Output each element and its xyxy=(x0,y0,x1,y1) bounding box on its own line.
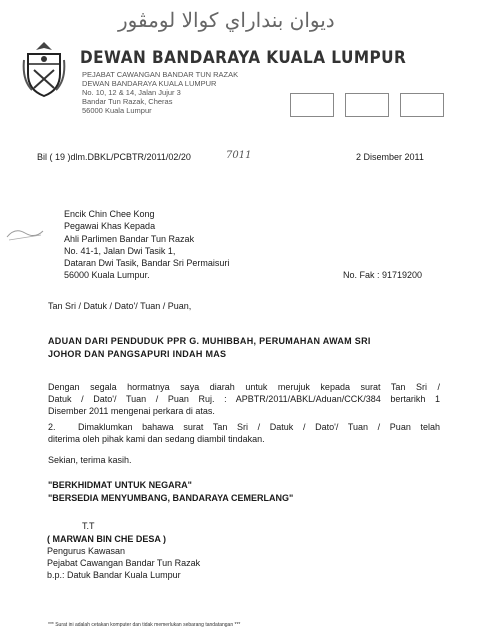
subject-line: JOHOR DAN PANGSAPURI INDAH MAS xyxy=(48,349,227,359)
office-line: Bandar Tun Razak, Cheras xyxy=(82,97,173,106)
paragraph-2-number: 2. xyxy=(48,422,56,432)
city-crest-logo xyxy=(22,40,66,98)
reference-number: Bil ( 19 )dlm.DBKL/PCBTR/2011/02/20 xyxy=(37,152,191,162)
fax-number: No. Fak : 91719200 xyxy=(343,270,423,280)
office-line: 56000 Kuala Lumpur xyxy=(82,106,152,115)
paragraph-1-line: Dengan segala hormatnya saya diarah untuk merujuk kepada surat Tan Sri / xyxy=(48,382,440,392)
subject-line: ADUAN DARI PENDUDUK PPR G. MUHIBBAH, PERUMAHAN AWAM SRI xyxy=(48,336,371,346)
recipient-line: Dataran Dwi Tasik, Bandar Sri Permaisuri xyxy=(64,258,230,268)
recipient-line: Encik Chin Chee Kong xyxy=(64,209,155,219)
office-line: No. 10, 12 & 14, Jalan Jujur 3 xyxy=(82,88,181,97)
recipient-line: Ahli Parlimen Bandar Tun Razak xyxy=(64,234,195,244)
certification-logo xyxy=(290,93,334,117)
org-name-jawi: ديوان بنداراي كوالا لومڤور xyxy=(118,8,335,32)
motto: "BERSEDIA MENYUMBANG, BANDARAYA CEMERLANG" xyxy=(48,493,294,503)
certification-logo xyxy=(400,93,444,117)
salutation: Tan Sri / Datuk / Dato'/ Tuan / Puan, xyxy=(48,301,192,311)
footnote: *** Surat ini adalah cetakan komputer dan tidak memerlukan sebarang tandatangan *** xyxy=(48,622,241,628)
paragraph-2-line: diterima oleh pihak kami dan sedang diambil tindakan. xyxy=(48,434,265,444)
certification-logo xyxy=(345,93,389,117)
signatory-title: b.p.: Datuk Bandar Kuala Lumpur xyxy=(47,570,181,580)
paragraph-1-line: Datuk / Dato'/ Tuan / Puan Ruj. : APBTR/2011/ABKL/Aduan/CCK/384 bertarikh 1 xyxy=(48,394,440,404)
office-line: PEJABAT CAWANGAN BANDAR TUN RAZAK xyxy=(82,70,239,79)
paragraph-2-line: Dimaklumkan bahawa surat Tan Sri / Datuk / Dato'/ Tuan / Puan telah xyxy=(78,422,440,432)
recipient-line: No. 41-1, Jalan Dwi Tasik 1, xyxy=(64,246,176,256)
signatory-title: Pengurus Kawasan xyxy=(47,546,126,556)
motto: "BERKHIDMAT UNTUK NEGARA" xyxy=(48,480,192,490)
paragraph-1-line: Disember 2011 mengenai perkara di atas. xyxy=(48,406,215,416)
org-name: DEWAN BANDARAYA KUALA LUMPUR xyxy=(80,48,407,68)
recipient-line: Pegawai Khas Kepada xyxy=(64,221,156,231)
office-line: DEWAN BANDARAYA KUALA LUMPUR xyxy=(82,79,217,88)
handwritten-mark: 7011 xyxy=(226,150,252,161)
received-stamp xyxy=(5,225,45,243)
letter-date: 2 Disember 2011 xyxy=(356,152,424,162)
recipient-line: 56000 Kuala Lumpur. xyxy=(64,270,150,280)
signatory-name: ( MARWAN BIN CHE DESA ) xyxy=(47,534,166,544)
signature: T.T xyxy=(82,521,95,531)
closing: Sekian, terima kasih. xyxy=(48,455,132,465)
signatory-title: Pejabat Cawangan Bandar Tun Razak xyxy=(47,558,201,568)
